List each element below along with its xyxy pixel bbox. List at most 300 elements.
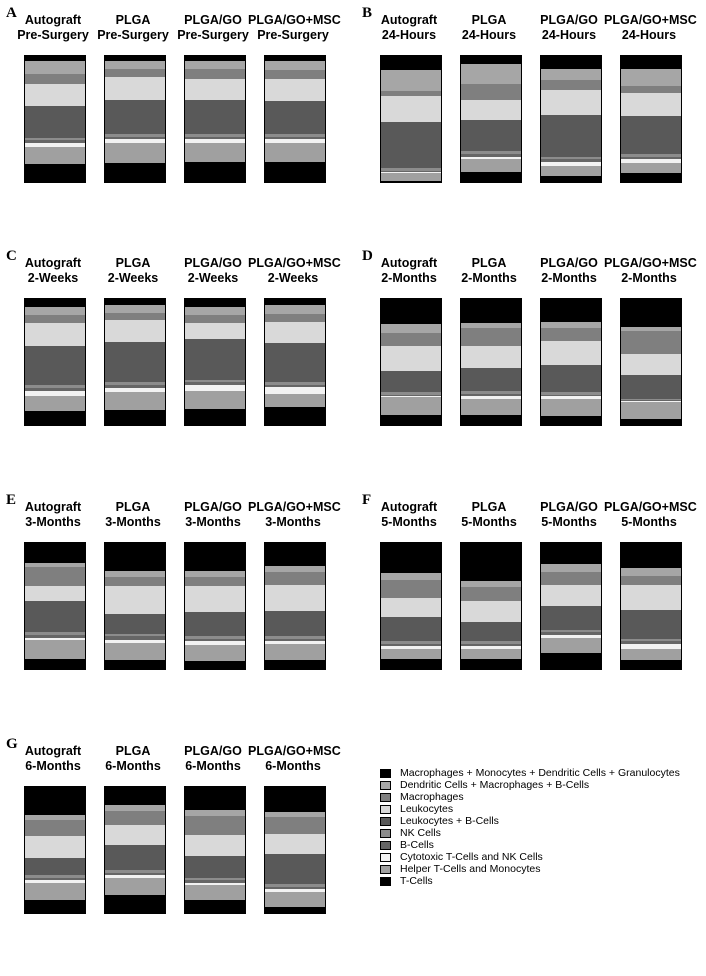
bar-segment xyxy=(541,328,601,341)
bar-segment xyxy=(381,70,441,91)
bar-title xyxy=(168,13,258,43)
bar-segment xyxy=(541,90,601,115)
bar-title-line1: PLGA/GO xyxy=(540,13,598,27)
bar-segment xyxy=(185,299,245,307)
bar-segment xyxy=(621,576,681,585)
bar-title-line1: PLGA/GO xyxy=(184,256,242,270)
bar-segment xyxy=(541,341,601,365)
bar-title xyxy=(248,256,341,286)
bar-segment xyxy=(105,586,165,614)
bar-segment xyxy=(541,564,601,572)
bar-segment xyxy=(541,638,601,653)
legend-label: Leukocytes + B-Cells xyxy=(400,815,499,827)
bar-segment xyxy=(541,585,601,606)
bar-segment xyxy=(105,811,165,825)
bar-segment xyxy=(25,147,85,164)
bar-segment xyxy=(105,577,165,586)
bar-segment xyxy=(541,606,601,630)
stacked-bar xyxy=(184,55,246,183)
bar-title-line2: 2-Weeks xyxy=(27,271,79,285)
bar-title-line1: PLGA/GO+MSC xyxy=(604,500,697,514)
bar-title xyxy=(88,13,178,43)
bar-title xyxy=(8,744,98,774)
bar-title-line2: 6-Months xyxy=(185,759,241,773)
bar-segment xyxy=(461,172,521,182)
bar-segment xyxy=(621,402,681,419)
bar-segment xyxy=(185,885,245,900)
bar-segment xyxy=(185,79,245,100)
bar-segment xyxy=(461,328,521,346)
bar-segment xyxy=(265,143,325,162)
bar-title-line1: PLGA/GO+MSC xyxy=(604,256,697,270)
bar-segment xyxy=(25,858,85,875)
legend-swatch xyxy=(380,865,391,874)
bar-title-line1: PLGA/GO xyxy=(540,500,598,514)
bar-segment xyxy=(381,181,441,182)
bar-segment xyxy=(25,315,85,323)
bar-segment xyxy=(25,323,85,346)
bar-segment xyxy=(25,567,85,586)
bar-title-line1: Autograft xyxy=(24,744,82,758)
bar-segment xyxy=(265,660,325,669)
bar-segment xyxy=(105,543,165,571)
bar-segment xyxy=(381,573,441,580)
bar-title-line2: 2-Months xyxy=(381,271,437,285)
bar-segment xyxy=(105,614,165,634)
panel-a xyxy=(0,5,350,245)
bar-segment xyxy=(105,787,165,805)
bar-segment xyxy=(105,100,165,134)
bar-segment xyxy=(265,407,325,425)
bar-segment xyxy=(185,339,245,380)
bar-segment xyxy=(25,346,85,385)
stacked-bar xyxy=(184,298,246,426)
bar-segment xyxy=(25,84,85,106)
bar-segment xyxy=(461,399,521,415)
panel-f xyxy=(356,492,706,732)
bar-title-line1: PLGA/GO xyxy=(540,256,598,270)
bar-segment xyxy=(381,333,441,346)
bar-title xyxy=(88,500,178,530)
stacked-bar xyxy=(620,55,682,183)
bar-segment xyxy=(185,900,245,913)
bar-title xyxy=(8,13,98,43)
bar-segment xyxy=(105,643,165,660)
bar-segment xyxy=(105,143,165,163)
bar-segment xyxy=(25,601,85,632)
bar-title-line1: PLGA xyxy=(471,13,507,27)
stacked-bar xyxy=(264,786,326,914)
bar-segment xyxy=(265,162,325,182)
bar-segment xyxy=(265,79,325,101)
bar-segment xyxy=(461,346,521,368)
legend-swatch xyxy=(380,805,391,814)
bar-segment xyxy=(105,878,165,895)
stacked-bar xyxy=(104,542,166,670)
bar-segment xyxy=(105,305,165,313)
bar-segment xyxy=(185,162,245,182)
bar-segment xyxy=(185,543,245,571)
bar-title-line2: 6-Months xyxy=(105,759,161,773)
stacked-bar xyxy=(104,55,166,183)
bar-segment xyxy=(381,299,441,324)
bar-segment xyxy=(105,392,165,410)
panel-letter: B xyxy=(362,5,373,21)
bar-segment xyxy=(541,115,601,157)
panel-letter: C xyxy=(6,248,17,264)
bar-title-line1: PLGA/GO xyxy=(184,500,242,514)
bar-segment xyxy=(25,61,85,74)
bar-title-line1: Autograft xyxy=(24,500,82,514)
legend-swatch xyxy=(380,829,391,838)
bar-segment xyxy=(381,173,441,181)
bar-segment xyxy=(185,856,245,878)
bar-segment xyxy=(105,163,165,182)
bar-title xyxy=(248,500,341,530)
stacked-bar xyxy=(104,298,166,426)
bar-segment xyxy=(25,543,85,563)
bar-title-line1: Autograft xyxy=(380,256,438,270)
bar-segment xyxy=(461,587,521,601)
bar-title-line2: 2-Months xyxy=(541,271,597,285)
bar-segment xyxy=(185,787,245,810)
stacked-bar xyxy=(264,542,326,670)
legend-label: T-Cells xyxy=(400,875,433,887)
bar-title xyxy=(168,500,258,530)
bar-title-line2: 3-Months xyxy=(25,515,81,529)
bar-segment xyxy=(265,572,325,585)
bar-segment xyxy=(265,343,325,382)
bar-segment xyxy=(185,645,245,661)
bar-segment xyxy=(381,96,441,122)
bar-segment xyxy=(25,586,85,601)
bar-segment xyxy=(461,120,521,151)
bar-title-line2: 6-Months xyxy=(25,759,81,773)
bar-title-line1: PLGA xyxy=(115,13,151,27)
bar-segment xyxy=(105,845,165,870)
bar-title xyxy=(88,256,178,286)
stacked-bar xyxy=(620,542,682,670)
bar-title xyxy=(604,500,697,530)
bar-segment xyxy=(461,159,521,172)
legend-label: B-Cells xyxy=(400,839,434,851)
bar-segment xyxy=(541,69,601,80)
bar-segment xyxy=(105,660,165,669)
bar-segment xyxy=(621,56,681,69)
bar-segment xyxy=(25,164,85,182)
bar-title-line2: 2-Weeks xyxy=(187,271,239,285)
bar-title xyxy=(524,256,614,286)
bar-segment xyxy=(541,365,601,392)
bar-segment xyxy=(185,61,245,69)
bar-segment xyxy=(621,354,681,375)
bar-segment xyxy=(461,622,521,641)
bar-segment xyxy=(185,612,245,636)
bar-title-line1: Autograft xyxy=(24,13,82,27)
bar-title xyxy=(604,256,697,286)
bar-segment xyxy=(105,342,165,382)
bar-title-line1: PLGA xyxy=(471,500,507,514)
bar-segment xyxy=(541,299,601,322)
stacked-bar xyxy=(540,542,602,670)
panel-d xyxy=(356,248,706,488)
stacked-bar xyxy=(620,298,682,426)
bar-segment xyxy=(541,572,601,585)
legend-label: Leukocytes xyxy=(400,803,454,815)
bar-title-line2: 5-Months xyxy=(541,515,597,529)
bar-segment xyxy=(461,649,521,659)
bar-segment xyxy=(105,313,165,320)
bar-segment xyxy=(25,396,85,411)
bar-title-line1: PLGA/GO+MSC xyxy=(248,500,341,514)
bar-title-line2: 3-Months xyxy=(185,515,241,529)
legend-label: NK Cells xyxy=(400,827,441,839)
bar-segment xyxy=(105,69,165,77)
legend-swatch xyxy=(380,877,391,886)
bar-segment xyxy=(541,56,601,69)
bar-title-line2: 5-Months xyxy=(461,515,517,529)
bar-title-line2: 5-Months xyxy=(621,515,677,529)
bar-title xyxy=(88,744,178,774)
bar-segment xyxy=(621,375,681,399)
bar-title-line2: 24-Hours xyxy=(461,28,517,42)
bar-segment xyxy=(461,100,521,120)
stacked-bar xyxy=(24,786,86,914)
legend-label: Helper T-Cells and Monocytes xyxy=(400,863,541,875)
bar-segment xyxy=(25,640,85,659)
bar-segment xyxy=(621,660,681,669)
stacked-bar xyxy=(380,55,442,183)
bar-segment xyxy=(265,892,325,907)
bar-title-line2: 3-Months xyxy=(265,515,321,529)
bar-segment xyxy=(265,644,325,660)
legend-label: Dendritic Cells + Macrophages + B-Cells xyxy=(400,779,590,791)
bar-segment xyxy=(185,835,245,856)
bar-segment xyxy=(25,74,85,84)
bar-segment xyxy=(541,80,601,90)
bar-segment xyxy=(185,661,245,669)
bar-segment xyxy=(621,86,681,93)
stacked-bar xyxy=(184,542,246,670)
bar-title xyxy=(248,13,341,43)
bar-segment xyxy=(185,391,245,409)
bar-segment xyxy=(381,415,441,425)
bar-segment xyxy=(185,586,245,612)
bar-segment xyxy=(381,346,441,371)
stacked-bar xyxy=(460,542,522,670)
bar-segment xyxy=(25,299,85,307)
bar-segment xyxy=(381,543,441,573)
bar-title-line1: PLGA xyxy=(115,744,151,758)
bar-title-line1: PLGA/GO+MSC xyxy=(248,744,341,758)
bar-segment xyxy=(381,397,441,415)
bar-segment xyxy=(461,56,521,64)
bar-title-line2: 2-Weeks xyxy=(267,271,319,285)
bar-segment xyxy=(265,543,325,566)
stacked-bar xyxy=(380,542,442,670)
bar-title-line1: Autograft xyxy=(380,13,438,27)
bar-segment xyxy=(621,173,681,182)
bar-segment xyxy=(265,834,325,854)
bar-title xyxy=(8,500,98,530)
stacked-bar xyxy=(540,298,602,426)
bar-segment xyxy=(461,299,521,323)
bar-segment xyxy=(541,653,601,669)
bar-segment xyxy=(381,659,441,669)
bar-title-line2: 5-Months xyxy=(381,515,437,529)
bar-segment xyxy=(621,419,681,425)
stacked-bar xyxy=(24,542,86,670)
bar-title xyxy=(604,13,697,43)
bar-segment xyxy=(381,122,441,168)
bar-segment xyxy=(381,617,441,641)
bar-title-line2: 2-Months xyxy=(621,271,677,285)
panel-letter: E xyxy=(6,492,17,508)
bar-segment xyxy=(185,307,245,315)
bar-segment xyxy=(621,93,681,116)
bar-segment xyxy=(621,543,681,568)
bar-title-line2: Pre-Surgery xyxy=(97,28,169,42)
legend-label: Macrophages + Monocytes + Dendritic Cells + Granulocytes xyxy=(400,767,680,779)
bar-segment xyxy=(621,568,681,576)
bar-title xyxy=(168,256,258,286)
bar-title xyxy=(444,500,534,530)
stacked-bar xyxy=(24,298,86,426)
legend-swatch xyxy=(380,841,391,850)
bar-segment xyxy=(25,787,85,815)
bar-title-line1: PLGA xyxy=(115,500,151,514)
bar-segment xyxy=(265,70,325,79)
bar-segment xyxy=(185,143,245,162)
bar-segment xyxy=(381,580,441,598)
bar-title-line1: PLGA/GO+MSC xyxy=(248,13,341,27)
bar-segment xyxy=(461,64,521,84)
bar-segment xyxy=(265,61,325,70)
legend-swatch xyxy=(380,793,391,802)
bar-segment xyxy=(461,659,521,669)
bar-segment xyxy=(25,883,85,900)
bar-segment xyxy=(381,598,441,617)
stacked-bar xyxy=(540,55,602,183)
bar-segment xyxy=(621,331,681,354)
bar-segment xyxy=(185,323,245,339)
stacked-bar xyxy=(184,786,246,914)
bar-title-line1: PLGA/GO xyxy=(184,13,242,27)
bar-title xyxy=(524,13,614,43)
bar-segment xyxy=(265,394,325,407)
bar-segment xyxy=(461,601,521,622)
bar-segment xyxy=(265,611,325,636)
bar-title xyxy=(168,744,258,774)
bar-segment xyxy=(185,409,245,425)
bar-title-line2: Pre-Surgery xyxy=(177,28,249,42)
bar-segment xyxy=(541,416,601,425)
bar-title xyxy=(524,500,614,530)
bar-segment xyxy=(105,895,165,913)
bar-segment xyxy=(621,163,681,173)
panel-b xyxy=(356,5,706,245)
bar-segment xyxy=(25,836,85,858)
panel-letter: A xyxy=(6,5,17,21)
bar-title-line1: PLGA xyxy=(115,256,151,270)
bar-title-line1: Autograft xyxy=(24,256,82,270)
bar-segment xyxy=(461,415,521,425)
bar-segment xyxy=(25,900,85,913)
bar-segment xyxy=(265,305,325,314)
panel-g xyxy=(0,736,350,976)
bar-segment xyxy=(25,106,85,138)
bar-segment xyxy=(265,322,325,343)
stacked-bar xyxy=(264,55,326,183)
stacked-bar xyxy=(264,298,326,426)
bar-segment xyxy=(25,411,85,425)
bar-segment xyxy=(265,101,325,134)
bar-segment xyxy=(381,371,441,392)
bar-segment xyxy=(265,907,325,913)
bar-segment xyxy=(621,116,681,154)
legend-swatch xyxy=(380,817,391,826)
bar-title-line1: Autograft xyxy=(380,500,438,514)
panel-e xyxy=(0,492,350,732)
bar-segment xyxy=(105,61,165,69)
bar-segment xyxy=(621,610,681,639)
stacked-bar xyxy=(24,55,86,183)
bar-segment xyxy=(541,399,601,416)
panel-letter: D xyxy=(362,248,373,264)
bar-segment xyxy=(541,543,601,564)
bar-title-line2: 2-Months xyxy=(461,271,517,285)
bar-title-line1: PLGA xyxy=(471,256,507,270)
bar-segment xyxy=(25,659,85,669)
bar-segment xyxy=(185,69,245,79)
stacked-bar xyxy=(380,298,442,426)
bar-title xyxy=(8,256,98,286)
bar-segment xyxy=(381,649,441,659)
bar-segment xyxy=(541,166,601,176)
bar-segment xyxy=(185,315,245,323)
bar-segment xyxy=(461,84,521,100)
bar-title xyxy=(364,13,454,43)
bar-title xyxy=(444,256,534,286)
bar-title-line2: 2-Weeks xyxy=(107,271,159,285)
legend-label: Macrophages xyxy=(400,791,464,803)
bar-segment xyxy=(105,825,165,845)
bar-segment xyxy=(461,543,521,581)
bar-title-line2: Pre-Surgery xyxy=(17,28,89,42)
bar-segment xyxy=(265,817,325,834)
panel-c xyxy=(0,248,350,488)
panel-letter: G xyxy=(6,736,18,752)
bar-segment xyxy=(265,585,325,611)
stacked-bar xyxy=(460,55,522,183)
bar-title-line1: PLGA/GO+MSC xyxy=(248,256,341,270)
bar-title xyxy=(364,256,454,286)
bar-segment xyxy=(185,100,245,134)
bar-segment xyxy=(541,176,601,182)
bar-segment xyxy=(265,387,325,394)
bar-title-line2: 24-Hours xyxy=(541,28,597,42)
stacked-bar xyxy=(460,298,522,426)
bar-segment xyxy=(265,314,325,322)
bar-segment xyxy=(381,56,441,70)
bar-segment xyxy=(265,854,325,884)
bar-segment xyxy=(621,649,681,660)
bar-title-line1: PLGA/GO xyxy=(184,744,242,758)
legend-label: Cytotoxic T-Cells and NK Cells xyxy=(400,851,543,863)
bar-title-line2: Pre-Surgery xyxy=(257,28,329,42)
bar-title-line2: 24-Hours xyxy=(621,28,677,42)
legend-swatch xyxy=(380,769,391,778)
